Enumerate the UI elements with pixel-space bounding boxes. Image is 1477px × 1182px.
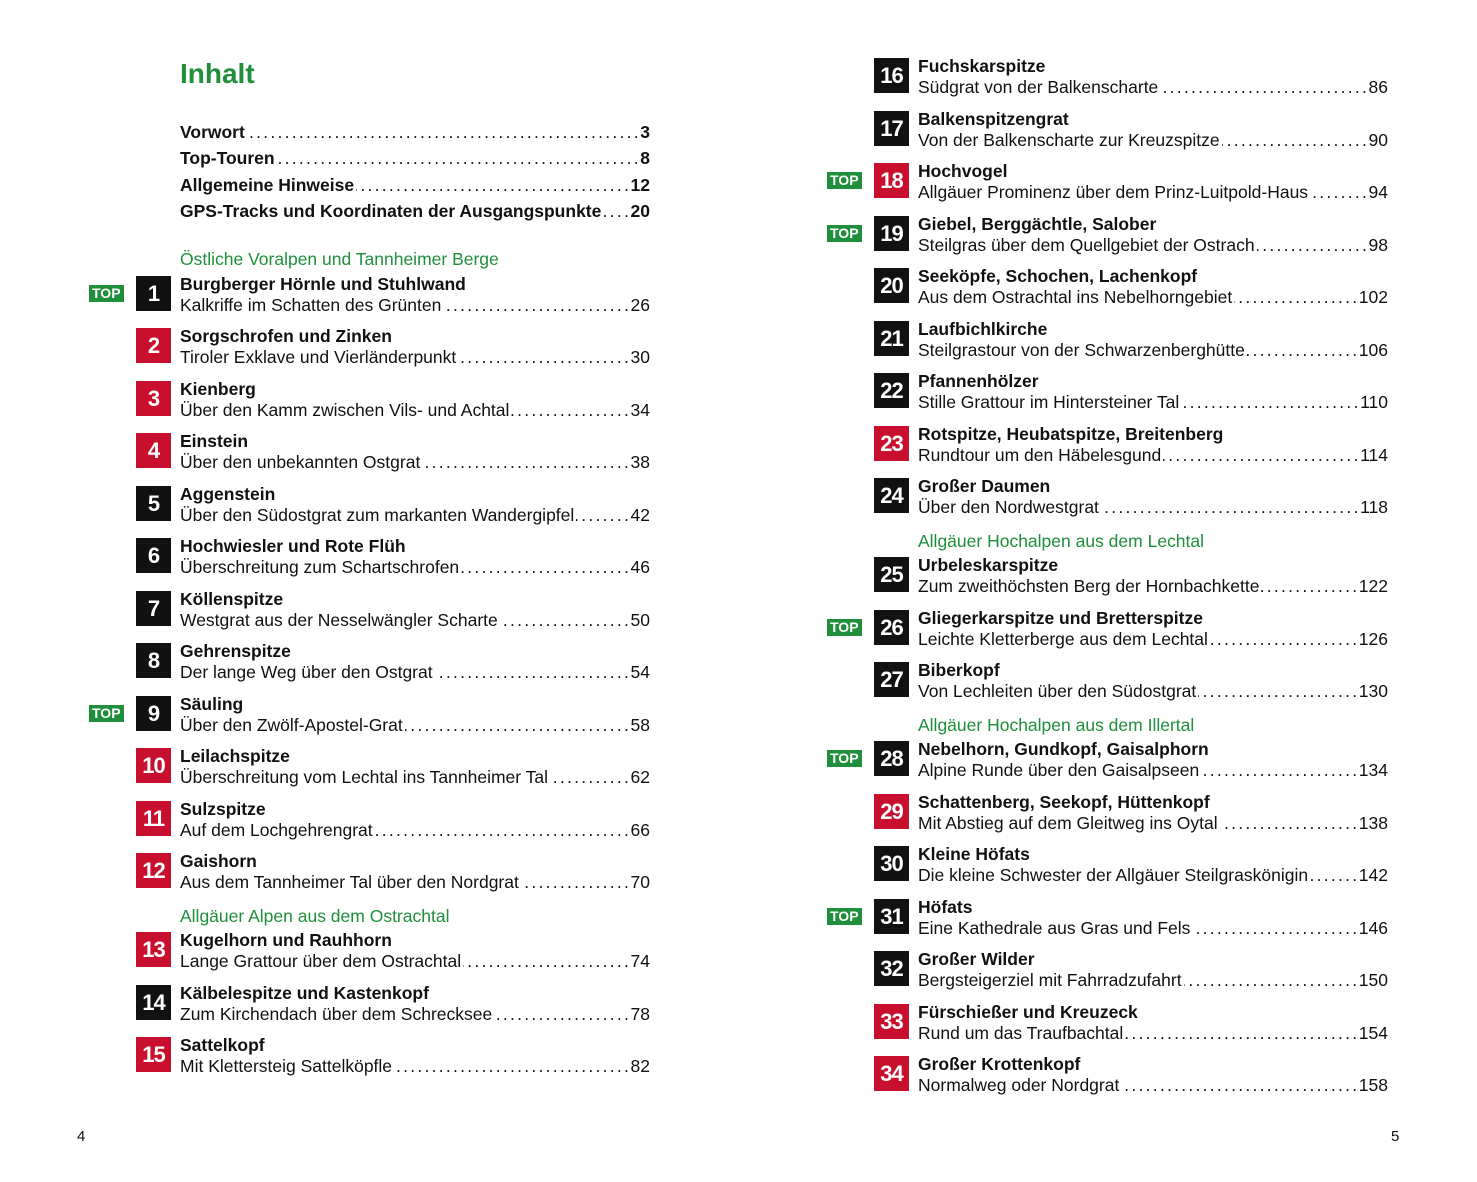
page-number: 20 <box>630 200 650 221</box>
tour-number-badge: 10 <box>136 748 171 783</box>
page-number: 114 <box>1360 444 1388 465</box>
dot-leader <box>247 119 637 145</box>
entry-title: Rotspitze, Heubatspitze, Breitenberg <box>918 423 1224 444</box>
toc-entry[interactable] <box>880 660 1388 713</box>
toc-front-entry[interactable] <box>180 172 650 198</box>
dot-leader <box>422 452 627 473</box>
entry-title: Köllenspitze <box>180 588 284 609</box>
entry-subtitle-line <box>918 235 1388 256</box>
top-badge: TOP <box>89 705 124 722</box>
entry-subtitle-line <box>918 392 1388 413</box>
tour-number-badge: 25 <box>874 557 909 592</box>
page-number: 38 <box>630 452 650 472</box>
tour-number-badge: 21 <box>874 321 909 356</box>
page-number: 66 <box>630 819 650 840</box>
entry-subtitle-line <box>180 505 650 526</box>
toc-entry[interactable] <box>830 896 1388 950</box>
page-number: 42 <box>630 504 650 525</box>
entry-title: Hochwiesler und Rote Flüh <box>180 536 406 556</box>
dot-leader <box>1163 445 1357 466</box>
entry-subtitle: Steilgras über dem Quellgebiet der Ostrach <box>918 234 1255 255</box>
dot-leader <box>375 820 628 841</box>
dot-leader <box>550 767 628 788</box>
entry-title: Höfats <box>918 896 973 917</box>
page-number: 54 <box>630 662 650 682</box>
toc-entry[interactable] <box>142 851 650 904</box>
page-number: 8 <box>640 148 650 169</box>
dot-leader <box>511 400 627 421</box>
page-number: 126 <box>1358 628 1388 649</box>
tour-number-badge: 33 <box>874 1004 909 1039</box>
top-badge: TOP <box>89 285 124 302</box>
tour-number-badge: 22 <box>874 373 909 408</box>
entry-subtitle-line <box>180 662 650 683</box>
entry-title: GPS-Tracks und Koordinaten der Ausgangspunkte <box>180 200 602 221</box>
toc-entry[interactable] <box>147 588 650 642</box>
entry-title: Gliegerkarspitze und Bretterspitze <box>918 607 1203 628</box>
page-number: 26 <box>630 294 650 315</box>
entry-subtitle-line <box>180 1004 650 1025</box>
entry-subtitle-line <box>918 681 1388 702</box>
entry-subtitle: Stille Grattour im Hintersteiner Tal <box>918 392 1180 412</box>
toc-entry[interactable] <box>147 483 650 537</box>
dot-leader <box>1222 130 1366 151</box>
page-number: 110 <box>1360 392 1388 412</box>
toc-left-column <box>92 247 650 1088</box>
entry-subtitle-line <box>918 287 1388 308</box>
entry-subtitle: Über den Zwölf-Apostel-Grat <box>180 714 403 735</box>
toc-entry[interactable] <box>880 555 1388 608</box>
dot-leader <box>1101 497 1357 518</box>
entry-subtitle: Steilgrastour von der Schwarzenberghütte <box>918 339 1245 360</box>
dot-leader <box>435 662 628 683</box>
toc-entry[interactable] <box>147 431 650 484</box>
entry-subtitle: Bergsteigerziel mit Fahrradzufahrt <box>918 970 1182 990</box>
toc-entry[interactable] <box>880 423 1388 477</box>
entry-title: Allgemeine Hinweise <box>180 174 355 195</box>
entry-subtitle: Kalkriffe im Schatten des Grünten <box>180 294 442 315</box>
entry-subtitle-line <box>180 1056 650 1077</box>
toc-entry[interactable] <box>880 56 1388 109</box>
dot-leader <box>494 1004 627 1025</box>
entry-subtitle-line <box>918 130 1388 151</box>
toc-entry[interactable] <box>830 607 1388 661</box>
page-number: 86 <box>1368 77 1388 97</box>
toc-entry[interactable] <box>142 930 650 983</box>
tour-number-badge: 26 <box>874 610 909 645</box>
entry-title: Balkenspitzengrat <box>918 108 1069 129</box>
tour-number-badge: 4 <box>136 433 171 468</box>
toc-entry[interactable] <box>147 378 650 432</box>
toc-entry[interactable] <box>142 1035 650 1088</box>
page-number: 154 <box>1358 1022 1388 1043</box>
tour-number-badge: 27 <box>874 662 909 697</box>
entry-title: Sulzspitze <box>180 798 266 819</box>
entry-subtitle-line <box>180 767 650 788</box>
toc-entry[interactable] <box>880 476 1388 529</box>
entry-subtitle: Über den Kamm zwischen Vils- und Achtal <box>180 399 510 420</box>
entry-subtitle-line <box>918 445 1388 466</box>
page-number: 78 <box>630 1003 650 1024</box>
toc-entry[interactable] <box>880 949 1388 1002</box>
entry-title: Großer Daumen <box>918 476 1051 496</box>
page-number: 142 <box>1358 865 1388 885</box>
entry-subtitle: Normalweg oder Nordgrat <box>918 1075 1120 1095</box>
page-number: 12 <box>630 174 650 195</box>
entry-title: Großer Wilder <box>918 949 1035 969</box>
entry-subtitle: Aus dem Tannheimer Tal über den Nordgrat <box>180 872 519 892</box>
toc-entry[interactable] <box>147 326 650 379</box>
entry-title: Nebelhorn, Gundkopf, Gaisalphorn <box>918 739 1209 759</box>
entry-subtitle-line <box>918 576 1388 597</box>
dot-leader <box>1181 392 1357 413</box>
page-number: 58 <box>630 714 650 735</box>
page-number: 50 <box>630 609 650 630</box>
page-number: 158 <box>1358 1075 1388 1095</box>
entry-subtitle: Überschreitung vom Lechtal ins Tannheimer Tal <box>180 767 549 787</box>
entry-subtitle: Auf dem Lochgehrengrat <box>180 819 373 840</box>
tour-number-badge: 9 <box>136 696 171 731</box>
entry-subtitle: Leichte Kletterberge aus dem Lechtal <box>918 628 1208 649</box>
entry-subtitle: Zum Kirchendach über dem Schrecksee <box>180 1003 493 1024</box>
entry-title: Kälbelespitze und Kastenkopf <box>180 982 429 1003</box>
dot-leader <box>394 1056 627 1077</box>
dot-leader <box>1121 1075 1355 1096</box>
tour-number-badge: 3 <box>136 381 171 416</box>
dot-leader <box>521 872 628 893</box>
entry-title: Fuchskarspitze <box>918 56 1046 76</box>
top-badge: TOP <box>827 172 862 189</box>
entry-subtitle-line <box>180 820 650 841</box>
entry-subtitle-line <box>180 347 650 368</box>
dot-leader <box>1192 918 1355 939</box>
tour-number-badge: 31 <box>874 899 909 934</box>
page-number: 74 <box>630 951 650 971</box>
dot-leader <box>356 172 627 198</box>
entry-subtitle-line <box>180 295 650 316</box>
entry-title: Großer Krottenkopf <box>918 1054 1081 1074</box>
dot-leader <box>1201 760 1356 781</box>
tour-number-badge: 32 <box>874 951 909 986</box>
toc-entry[interactable] <box>142 798 650 852</box>
toc-entry[interactable] <box>142 746 650 799</box>
tour-number-badge: 5 <box>136 486 171 521</box>
tour-number-badge: 23 <box>874 426 909 461</box>
tour-number-badge: 19 <box>874 216 909 251</box>
page-number: 98 <box>1368 234 1388 255</box>
section-heading: Allgäuer Alpen aus dem Ostrachtal <box>180 905 450 926</box>
entry-subtitle: Alpine Runde über den Gaisalpseen <box>918 760 1200 780</box>
top-badge: TOP <box>827 908 862 925</box>
toc-entry[interactable] <box>880 1001 1388 1055</box>
tour-number-badge: 20 <box>874 268 909 303</box>
entry-title: Giebel, Berggächtle, Salober <box>918 213 1157 234</box>
entry-subtitle-line <box>180 872 650 893</box>
page-number: 30 <box>630 347 650 367</box>
entry-subtitle-line <box>918 1023 1388 1044</box>
tour-number-badge: 12 <box>136 853 171 888</box>
page-number: 46 <box>630 557 650 577</box>
toc-entry[interactable] <box>880 266 1388 319</box>
entry-title: Kienberg <box>180 378 256 399</box>
entry-subtitle-line <box>180 610 650 631</box>
toc-entry[interactable] <box>880 1054 1388 1107</box>
entry-subtitle-line <box>180 557 650 578</box>
entry-title: Schattenberg, Seekopf, Hüttenkopf <box>918 791 1210 812</box>
entry-subtitle: Aus dem Ostrachtal ins Nebelhorngebiet <box>918 287 1233 307</box>
toc-right-column <box>830 56 1388 1107</box>
entry-title: Fürschießer und Kreuzeck <box>918 1001 1138 1022</box>
page-number: 130 <box>1358 681 1388 701</box>
toc-entry[interactable] <box>92 273 650 327</box>
dot-leader <box>1125 1023 1356 1044</box>
page-number: 62 <box>630 767 650 787</box>
entry-subtitle: Rundtour um den Häbelesgund <box>918 444 1162 465</box>
entry-title: Vorwort <box>180 122 245 142</box>
entry-subtitle-line <box>918 340 1388 361</box>
tour-number-badge: 11 <box>136 801 171 836</box>
entry-subtitle: Lange Grattour über dem Ostrachtal <box>180 951 462 971</box>
toc-entry[interactable] <box>830 739 1388 792</box>
toc-front-entry[interactable] <box>180 198 650 224</box>
toc-entry[interactable] <box>830 213 1388 267</box>
toc-front-entry[interactable] <box>180 145 650 171</box>
tour-number-badge: 24 <box>874 478 909 513</box>
dot-leader <box>603 198 627 224</box>
dot-leader <box>1234 287 1356 308</box>
entry-subtitle-line <box>918 497 1388 518</box>
dot-leader <box>1160 77 1365 98</box>
entry-title: Kleine Höfats <box>918 844 1030 864</box>
toc-entry[interactable] <box>142 982 650 1036</box>
entry-subtitle-line <box>918 813 1388 834</box>
page-title: Inhalt <box>180 58 255 89</box>
tour-number-badge: 28 <box>874 741 909 776</box>
entry-title: Laufbichlkirche <box>918 318 1048 339</box>
entry-subtitle-line <box>180 951 650 972</box>
page-number: 134 <box>1358 760 1388 780</box>
dot-leader <box>1310 865 1356 886</box>
entry-subtitle-line <box>918 1075 1388 1096</box>
toc-entry[interactable] <box>147 536 650 589</box>
entry-subtitle: Über den Nordwestgrat <box>918 497 1099 517</box>
page-number: 3 <box>640 122 650 142</box>
entry-subtitle: Der lange Weg über den Ostgrat <box>180 662 433 682</box>
dot-leader <box>1257 235 1366 256</box>
page-number: 146 <box>1358 917 1388 938</box>
entry-subtitle: Westgrat aus der Nesselwängler Scharte <box>180 609 498 630</box>
entry-subtitle-line <box>918 918 1388 939</box>
toc-entry[interactable] <box>880 371 1388 424</box>
dot-leader <box>1310 182 1365 203</box>
page-number-left: 4 <box>77 1128 86 1145</box>
entry-subtitle-line <box>918 629 1388 650</box>
page-number: 90 <box>1368 129 1388 150</box>
toc-entry[interactable] <box>880 318 1388 372</box>
entry-title: Top-Touren <box>180 148 275 169</box>
entry-title: Gaishorn <box>180 851 257 871</box>
entry-subtitle: Mit Abstieg auf dem Gleitweg ins Oytal <box>918 812 1218 833</box>
entry-title: Sorgschrofen und Zinken <box>180 326 392 346</box>
dot-leader <box>277 145 638 171</box>
tour-number-badge: 15 <box>136 1037 171 1072</box>
entry-subtitle: Die kleine Schwester der Allgäuer Steilgraskönigin <box>918 865 1309 885</box>
entry-subtitle: Zum zweithöchsten Berg der Hornbachkette <box>918 576 1260 596</box>
page-number: 82 <box>630 1056 650 1076</box>
entry-title: Sattelkopf <box>180 1035 265 1055</box>
page-number: 94 <box>1368 182 1388 202</box>
dot-leader <box>458 347 627 368</box>
top-badge: TOP <box>827 619 862 636</box>
entry-subtitle-line <box>918 760 1388 781</box>
entry-subtitle: Überschreitung zum Schartschrofen <box>180 557 460 577</box>
toc-entry[interactable] <box>880 108 1388 162</box>
entry-title: Leilachspitze <box>180 746 290 766</box>
toc-entry[interactable] <box>880 791 1388 845</box>
dot-leader <box>1220 813 1356 834</box>
entry-title: Urbeleskarspitze <box>918 555 1059 575</box>
entry-subtitle: Über den unbekannten Ostgrat <box>180 452 421 472</box>
page-number: 106 <box>1358 339 1388 360</box>
tour-number-badge: 13 <box>136 932 171 967</box>
dot-leader <box>1261 576 1355 597</box>
tour-number-badge: 30 <box>874 846 909 881</box>
page-number: 102 <box>1358 287 1388 307</box>
toc-entry[interactable] <box>830 161 1388 214</box>
entry-subtitle-line <box>180 400 650 421</box>
toc-entry[interactable] <box>880 844 1388 897</box>
page-number: 138 <box>1358 812 1388 833</box>
tour-number-badge: 34 <box>874 1056 909 1091</box>
dot-leader <box>1210 629 1356 650</box>
page-number: 70 <box>630 872 650 892</box>
section-heading: Östliche Voralpen und Tannheimer Berge <box>180 249 499 269</box>
tour-number-badge: 8 <box>136 643 171 678</box>
toc-entry[interactable] <box>92 693 650 747</box>
top-badge: TOP <box>827 750 862 767</box>
dot-leader <box>1198 681 1356 702</box>
entry-subtitle-line <box>180 452 650 473</box>
entry-subtitle-line <box>180 715 650 736</box>
page-number: 150 <box>1358 970 1388 990</box>
dot-leader <box>463 951 627 972</box>
toc-front-entry[interactable] <box>180 119 650 145</box>
tour-number-badge: 2 <box>136 328 171 363</box>
tour-number-badge: 6 <box>136 538 171 573</box>
dot-leader <box>461 557 627 578</box>
entry-subtitle-line <box>918 865 1388 886</box>
entry-subtitle-line <box>918 182 1388 203</box>
page-number: 122 <box>1358 576 1388 596</box>
page-number: 118 <box>1360 497 1388 517</box>
dot-leader <box>405 715 628 736</box>
entry-subtitle: Von Lechleiten über den Südostgrat <box>918 681 1197 701</box>
tour-number-badge: 14 <box>136 985 171 1020</box>
tour-number-badge: 7 <box>136 591 171 626</box>
entry-subtitle: Tiroler Exklave und Vierländerpunkt <box>180 347 457 367</box>
page-number: 34 <box>630 399 650 420</box>
tour-number-badge: 16 <box>874 58 909 93</box>
section-heading: Allgäuer Hochalpen aus dem Lechtal <box>918 530 1205 551</box>
entry-title: Hochvogel <box>918 161 1008 181</box>
entry-title: Säuling <box>180 693 244 714</box>
entry-title: Biberkopf <box>918 660 1000 680</box>
entry-subtitle-line <box>918 970 1388 991</box>
toc-entry[interactable] <box>147 641 650 694</box>
dot-leader <box>1184 970 1356 991</box>
entry-title: Burgberger Hörnle und Stuhlwand <box>180 273 466 294</box>
dot-leader <box>443 295 627 316</box>
entry-subtitle: Südgrat von der Balkenscharte <box>918 77 1159 97</box>
entry-subtitle: Mit Klettersteig Sattelköpfle <box>180 1056 393 1076</box>
entry-title: Einstein <box>180 431 249 451</box>
tour-number-badge: 18 <box>874 163 909 198</box>
entry-title: Seeköpfe, Schochen, Lachenkopf <box>918 266 1198 286</box>
entry-subtitle: Eine Kathedrale aus Gras und Fels <box>918 917 1191 938</box>
entry-title: Kugelhorn und Rauhhorn <box>180 930 392 950</box>
entry-title: Aggenstein <box>180 483 276 504</box>
tour-number-badge: 17 <box>874 111 909 146</box>
dot-leader <box>576 505 627 526</box>
entry-title: Gehrenspitze <box>180 641 291 661</box>
entry-subtitle: Über den Südostgrat zum markanten Wandergipfel <box>180 504 575 525</box>
entry-subtitle: Allgäuer Prominenz über dem Prinz-Luitpold-Haus <box>918 182 1309 202</box>
entry-subtitle-line <box>918 77 1388 98</box>
tour-number-badge: 29 <box>874 794 909 829</box>
top-badge: TOP <box>827 225 862 242</box>
entry-subtitle: Rund um das Traufbachtal <box>918 1022 1124 1043</box>
entry-subtitle: Von der Balkenscharte zur Kreuzspitze <box>918 129 1220 150</box>
dot-leader <box>500 610 628 631</box>
entry-title: Pfannenhölzer <box>918 371 1039 391</box>
front-matter-list <box>180 119 650 224</box>
section-heading: Allgäuer Hochalpen aus dem Illertal <box>918 714 1195 735</box>
page-number-right: 5 <box>1391 1128 1400 1145</box>
dot-leader <box>1247 340 1356 361</box>
tour-number-badge: 1 <box>136 276 171 311</box>
